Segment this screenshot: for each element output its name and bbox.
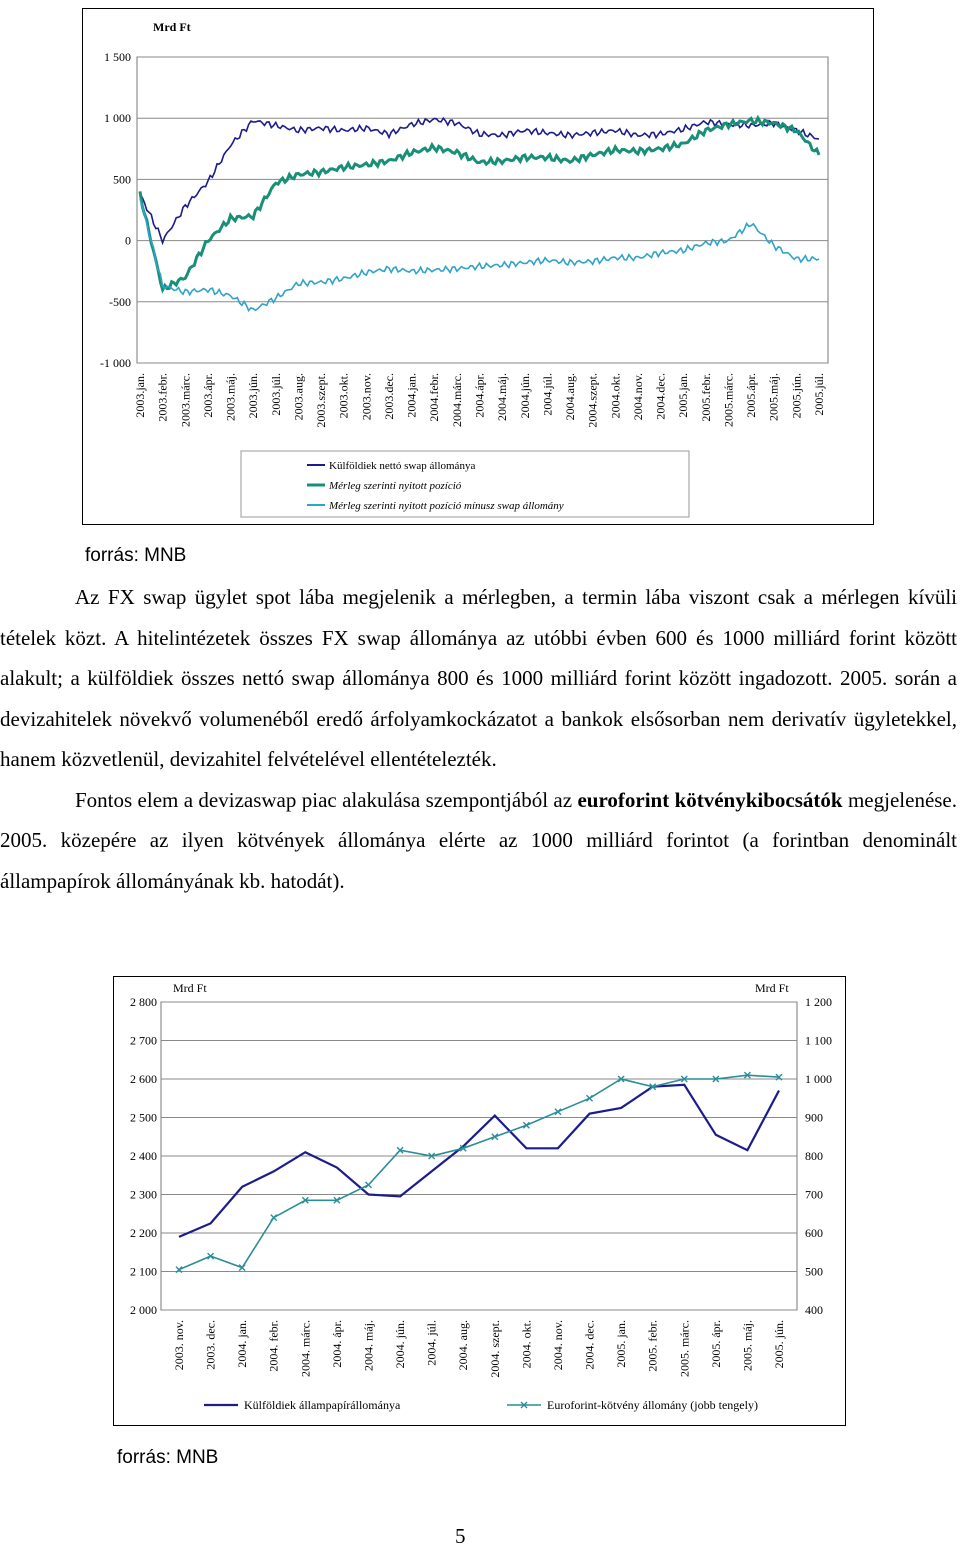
x-tick-label: 2005.jún. <box>789 373 804 419</box>
y-tick-label-left: 2 500 <box>130 1110 157 1125</box>
x-tick-label: 2003. dec. <box>203 1320 218 1370</box>
x-tick-label: 2004. dec. <box>582 1320 597 1370</box>
x-tick-label: 2004. febr. <box>266 1320 281 1372</box>
y-tick-label-left: 2 600 <box>130 1072 157 1086</box>
plot-area <box>137 57 828 363</box>
y-tick-label-left: 2 400 <box>130 1149 157 1163</box>
y-tick-label-left: 2 800 <box>130 995 157 1009</box>
unit-label: Mrd Ft <box>153 20 191 34</box>
y-tick-label-right: 700 <box>805 1187 823 1202</box>
y-tick-label-left: 2 100 <box>130 1264 157 1279</box>
x-tick-label: 2004.szept. <box>585 373 600 428</box>
x-tick-label: 2003.febr. <box>155 373 170 422</box>
legend-label: Euroforint-kötvény állomány (jobb tengely) <box>547 1398 758 1412</box>
x-tick-label: 2005. márc. <box>677 1320 692 1377</box>
y-tick-label-left: 2 700 <box>130 1033 157 1048</box>
x-tick-label: 2004. ápr. <box>329 1320 344 1368</box>
x-tick-label: 2003.okt. <box>336 373 351 419</box>
source-label-1: forrás: MNB <box>85 545 187 566</box>
source-label-2: forrás: MNB <box>117 1447 219 1468</box>
chart2-svg <box>114 977 845 1425</box>
y-tick-label: 1 000 <box>104 111 131 126</box>
x-tick-label: 2005.márc. <box>721 373 736 427</box>
x-tick-label: 2003.dec. <box>381 373 396 420</box>
unit-label-left: Mrd Ft <box>173 981 207 995</box>
x-tick-label: 2004. aug. <box>456 1320 471 1371</box>
y-tick-label: 1 500 <box>104 50 131 64</box>
page-number: 5 <box>455 1524 466 1548</box>
x-tick-label: 2004.dec. <box>653 373 668 420</box>
x-tick-label: 2005. febr. <box>645 1320 660 1372</box>
paragraph-2 <box>0 780 957 902</box>
y-tick-label-right: 800 <box>805 1149 823 1163</box>
paragraph-2-pre: Fontos elem a devizaswap piac alakulása szempontjából az <box>75 787 578 812</box>
x-tick-label: 2005. máj. <box>740 1320 755 1371</box>
x-tick-label: 2005.máj. <box>766 373 781 421</box>
y-tick-label-right: 1 100 <box>805 1033 832 1048</box>
y-tick-label-left: 2 300 <box>130 1187 157 1202</box>
x-tick-label: 2004.jún. <box>517 373 532 419</box>
x-tick-label: 2004. okt. <box>519 1320 534 1369</box>
y-tick-label-right: 900 <box>805 1110 823 1125</box>
x-tick-label: 2004. nov. <box>550 1320 565 1371</box>
x-tick-label: 2003.szept. <box>314 373 329 428</box>
x-tick-label: 2005.febr. <box>698 373 713 422</box>
x-tick-label: 2005.ápr. <box>744 373 759 418</box>
x-tick-label: 2003.jan. <box>133 373 147 418</box>
y-tick-label: -1 000 <box>100 356 131 370</box>
chart1-frame <box>82 8 874 525</box>
x-tick-label: 2003.júl. <box>268 373 283 416</box>
y-tick-label-left: 2 200 <box>130 1226 157 1240</box>
x-tick-label: 2004.okt. <box>608 373 623 419</box>
x-tick-label: 2004.ápr. <box>472 373 487 418</box>
x-tick-label: 2003.nov. <box>359 373 374 421</box>
x-tick-label: 2004.febr. <box>427 373 442 422</box>
y-tick-label-right: 500 <box>805 1264 823 1279</box>
x-tick-label: 2003.márc. <box>178 373 193 427</box>
unit-label-right: Mrd Ft <box>755 981 789 995</box>
x-tick-label: 2004.máj. <box>495 373 510 421</box>
paragraph-2-post: megjelenése. 2005. közepére az ilyen kötvények állománya elérte az 1000 milliárd forintot (a forintban denominált állampapírok állományának kb. hatodát). <box>0 787 958 893</box>
x-tick-label: 2004. márc. <box>298 1320 313 1377</box>
x-tick-label: 2003. nov. <box>172 1320 186 1371</box>
x-tick-label: 2005. ápr. <box>708 1320 723 1368</box>
x-tick-label: 2004.márc. <box>449 373 464 427</box>
y-tick-label-left: 2 000 <box>130 1303 157 1317</box>
legend-label: Külföldiek állampapírállománya <box>244 1398 401 1412</box>
x-tick-label: 2003.jún. <box>246 373 261 419</box>
legend-label: Mérleg szerinti nyitott pozíció <box>329 480 462 492</box>
chart1-svg <box>83 9 873 524</box>
x-tick-label: 2004.júl. <box>540 373 555 416</box>
x-tick-label: 2004.aug. <box>563 373 578 421</box>
y-tick-label-right: 1 200 <box>805 995 832 1009</box>
x-tick-label: 2005.júl. <box>812 373 826 416</box>
y-tick-label-right: 400 <box>805 1303 823 1317</box>
x-tick-label: 2003.aug. <box>291 373 306 421</box>
x-tick-label: 2005. jún. <box>772 1320 786 1369</box>
paragraph-2-bold: euroforint kötvénykibocsátók <box>577 787 843 812</box>
x-tick-label: 2004. júl. <box>424 1320 439 1366</box>
chart2-frame <box>113 976 846 1426</box>
x-tick-label: 2005. jan. <box>614 1320 629 1368</box>
x-tick-label: 2004. jan. <box>235 1320 250 1368</box>
y-tick-label-right: 1 000 <box>805 1072 832 1086</box>
x-tick-label: 2004.jan. <box>404 373 419 418</box>
y-tick-label-right: 600 <box>805 1226 823 1240</box>
x-tick-label: 2005.jan. <box>676 373 691 418</box>
x-tick-label: 2004. máj. <box>361 1320 376 1371</box>
x-tick-label: 2003.máj. <box>223 373 238 421</box>
legend-label: Mérleg szerinti nyitott pozíció mínusz swap állomány <box>329 500 564 512</box>
y-tick-label: 500 <box>113 172 131 187</box>
y-tick-label: 0 <box>125 233 131 248</box>
body-text <box>0 577 957 901</box>
y-tick-label: -500 <box>109 294 131 309</box>
paragraph-1: Az FX swap ügylet spot lába megjelenik a mérlegben, a termin lába viszont csak a mérlegen kívüli tételek közt. A hitelintézetek összes FX swap állománya az utóbbi évben 600 és 1000 milliárd forint között alakult; a külföldiek összes nettó swap állománya 800 és 1000 milliárd forint között ingadozott. 2005. során a devizahitelek növekvő volumenéből eredő árfolyamkockázatot a bankok elsősorban nem derivatív ügyletekkel, hanem közvetlenül, devizahitel felvételével ellentételezték. <box>0 585 957 771</box>
x-tick-label: 2004.nov. <box>630 373 645 421</box>
x-tick-label: 2003.ápr. <box>200 373 215 418</box>
x-tick-label: 2004. szept. <box>487 1320 502 1378</box>
x-tick-label: 2004. jún. <box>393 1320 408 1369</box>
legend-label: Külföldiek nettó swap állománya <box>329 460 476 472</box>
